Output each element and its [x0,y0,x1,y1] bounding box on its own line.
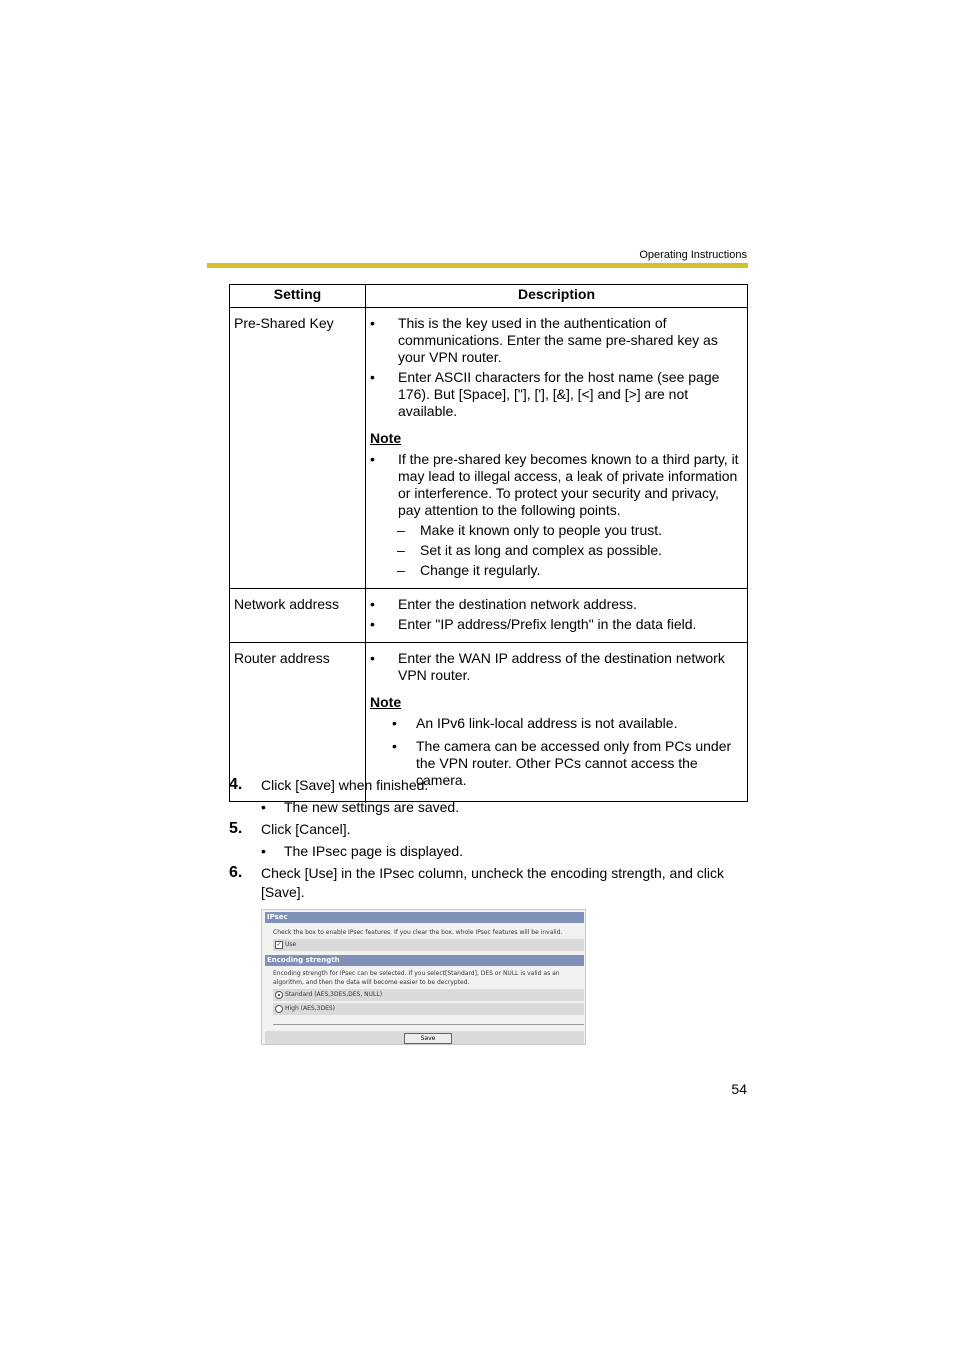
header-divider [207,263,748,268]
setting-name: Pre-Shared Key [230,308,366,589]
table-row [230,589,748,643]
use-checkbox[interactable]: ✓ [276,940,282,948]
use-row [273,939,584,951]
setting-description [366,308,748,589]
step-result: • The IPsec page is displayed. [229,842,749,861]
standard-radio[interactable] [275,991,283,999]
ipsec-settings-screenshot [261,909,586,1045]
list-item: • If the pre-shared key becomes known to a third party, it may lead to illegal access, a leak of private information or interference. To protect your security and privacy, pay attention to the following points. [370,451,741,519]
table-row [230,308,748,589]
dash-item: – Change it regularly. [370,562,741,579]
option-row-standard [273,989,584,1001]
list-item: • Enter ASCII characters for the host name (see page 176). But [Space], ["], ['], [&], [<] and [>] are not available. [370,369,741,420]
divider [273,1024,584,1025]
list-item: • The camera can be accessed only from PCs under the VPN router. Other PCs cannot access the camera. [370,738,741,789]
list-item: • This is the key used in the authentication of communications. Enter the same pre-shared key as your VPN router. [370,315,741,366]
step [229,820,749,839]
encoding-description: Encoding strength for IPsec can be selected. If you select[Standard], DES or NULL is valid as an algorithm, and then the data will become easier to be decrypted. [273,970,560,986]
step-text: Check [Use] in the IPsec column, uncheck the encoding strength, and click [Save]. [261,865,725,900]
list-item: • Enter "IP address/Prefix length" in the data field. [370,616,741,633]
save-bar [265,1031,584,1044]
setting-name: Network address [230,589,366,643]
encoding-section-title: Encoding strength [265,955,584,966]
note-heading: Note [370,430,402,446]
option-row-high [273,1003,584,1015]
table-header-row [230,285,748,308]
ipsec-section-title: IPsec [265,912,584,923]
step-number: 6. [229,864,243,881]
list-item: • Enter the WAN IP address of the destination network VPN router. [370,650,741,684]
save-button[interactable]: Save [404,1033,452,1044]
step-number: 5. [229,820,243,837]
high-radio[interactable] [275,1005,283,1013]
step [229,864,749,902]
ipsec-description: Check the box to enable IPsec features. If you clear the box, whole IPsec features will be invalid. [273,929,563,936]
use-label: Use [285,941,297,948]
step-number: 4. [229,776,243,793]
column-header-description: Description [366,285,748,308]
high-label: High (AES,3DES) [285,1005,336,1012]
setting-name: Router address [230,643,366,802]
settings-table [229,284,748,802]
note-heading: Note [370,694,402,710]
standard-label: Standard (AES,3DES,DES, NULL) [285,991,383,998]
list-item: • Enter the destination network address. [370,596,741,613]
dash-item: – Set it as long and complex as possible. [370,542,741,559]
setting-description [366,589,748,643]
list-item: • An IPv6 link-local address is not available. [370,715,741,732]
header-title: Operating Instructions [639,249,747,261]
step [229,776,749,795]
page-number: 54 [731,1081,747,1097]
steps-list [229,776,749,905]
step-text: Click [Save] when finished. [261,777,429,793]
column-header-setting: Setting [230,285,366,308]
step-result: • The new settings are saved. [229,798,749,817]
dash-item: – Make it known only to people you trust. [370,522,741,539]
step-text: Click [Cancel]. [261,821,351,837]
